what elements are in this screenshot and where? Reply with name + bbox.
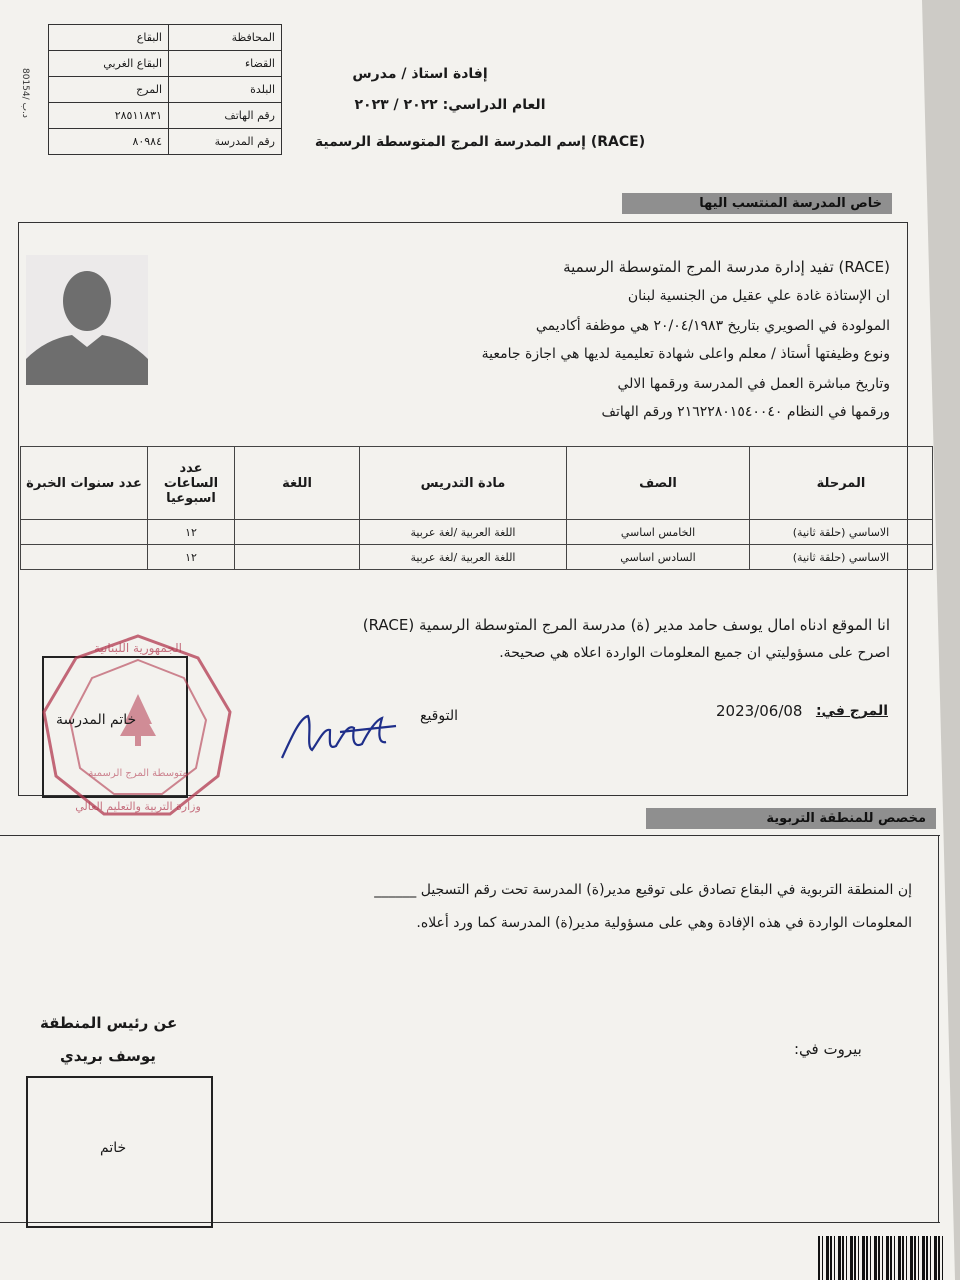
declaration-line-2: اصرح على مسؤوليتي ان جميع المعلومات الواردة اعلاه هي صحيحة. xyxy=(499,645,890,661)
person-silhouette-icon xyxy=(26,255,148,385)
director-signature xyxy=(278,706,402,768)
beirut-date-label: بيروت في: xyxy=(794,1040,862,1058)
region-head-label: عن رئيس المنطقة xyxy=(40,1014,178,1032)
signature-label: التوقيع xyxy=(420,708,458,724)
table-row: رقم الهاتف ٢٨٥١١٨٣١ xyxy=(49,103,282,129)
svg-text:الجمهورية اللبنانية: الجمهورية اللبنانية xyxy=(93,641,183,655)
table-row: البلدة المرج xyxy=(49,77,282,103)
statement-line-4: ونوع وظيفتها أستاذ / معلم واعلى شهادة تعليمية لديها هي اجازة جامعية xyxy=(481,346,890,362)
table-row: الاساسي (حلقة ثانية) الخامس اساسي اللغة العربية /لغة عربية ١٢ xyxy=(21,520,933,545)
col-experience: عدد سنوات الخبرة xyxy=(21,447,148,520)
region-text-line-1: إن المنطقة التربوية في البقاع تصادق على توقيع مدير(ة) المدرسة تحت رقم التسجيل ______ xyxy=(374,882,912,898)
region-head-name: يوسف بريدي xyxy=(60,1047,156,1065)
table-row: الاساسي (حلقة ثانية) السادس اساسي اللغة العربية /لغة عربية ١٢ xyxy=(21,545,933,570)
barcode xyxy=(818,1236,943,1280)
svg-text:متوسطة المرج الرسمية: متوسطة المرج الرسمية xyxy=(88,768,188,779)
table-row: المحافظة البقاع xyxy=(49,25,282,51)
region-stamp-label: خاتم xyxy=(100,1140,127,1156)
col-grade: الصف xyxy=(567,447,750,520)
side-reference-code: 80154/ د.ب xyxy=(20,68,30,118)
declaration-date: 2023/06/08 xyxy=(716,702,803,720)
teaching-table xyxy=(20,446,933,570)
academic-year: العام الدراسي: ٢٠٢٢ / ٢٠٢٣ xyxy=(354,97,546,113)
declaration-line-1: انا الموقع ادناه امال يوسف حامد مدير (ة) مدرسة المرج المتوسطة الرسمية (RACE) xyxy=(362,616,890,634)
svg-text:وزارة التربية والتعليم العالي: وزارة التربية والتعليم العالي xyxy=(75,800,201,813)
document-title: إفادة استاذ / مدرس xyxy=(352,66,488,82)
place-date-label: المرج في: xyxy=(815,703,888,719)
stamp-label: خاتم المدرسة xyxy=(56,712,137,728)
table-row: رقم المدرسة ٨٠٩٨٤ xyxy=(49,129,282,155)
col-stage: المرحلة xyxy=(750,447,933,520)
statement-line-5: وتاريخ مباشرة العمل في المدرسة ورقمها الالي xyxy=(617,376,890,392)
section-bar-school: خاص المدرسة المنتسب اليها xyxy=(622,193,892,214)
statement-line-2: ان الإستاذة غادة علي عقيل من الجنسية لبنان xyxy=(627,288,890,304)
statement-line-6: ورقمها في النظام ٢١٦٢٢٨٠١٥٤٠٠٤٠ ورقم الهاتف xyxy=(601,404,890,420)
statement-line-3: المولودة في الصويري بتاريخ ٢٠/٠٤/١٩٨٣ هي موظفة أكاديمي xyxy=(535,318,890,334)
photo-placeholder xyxy=(26,255,148,385)
table-header-row xyxy=(21,447,933,520)
statement-line-1: (RACE) تفيد إدارة مدرسة المرج المتوسطة الرسمية xyxy=(563,258,890,276)
table-row: القضاء البقاع الغربي xyxy=(49,51,282,77)
divider-line xyxy=(938,835,939,1223)
col-hours: عدد الساعات اسبوعيا xyxy=(148,447,235,520)
divider-line xyxy=(0,835,940,836)
section-bar-region: مخصص للمنطقة التربوية xyxy=(646,808,936,829)
col-subject: مادة التدريس xyxy=(360,447,567,520)
school-info-table xyxy=(48,24,282,155)
school-name: (RACE) إسم المدرسة المرج المتوسطة الرسمية xyxy=(314,134,646,150)
region-text-line-2: المعلومات الواردة في هذه الإفادة وهي على مسؤولية مدير(ة) المدرسة كما ورد أعلاه. xyxy=(416,915,912,931)
col-language: اللغة xyxy=(235,447,360,520)
